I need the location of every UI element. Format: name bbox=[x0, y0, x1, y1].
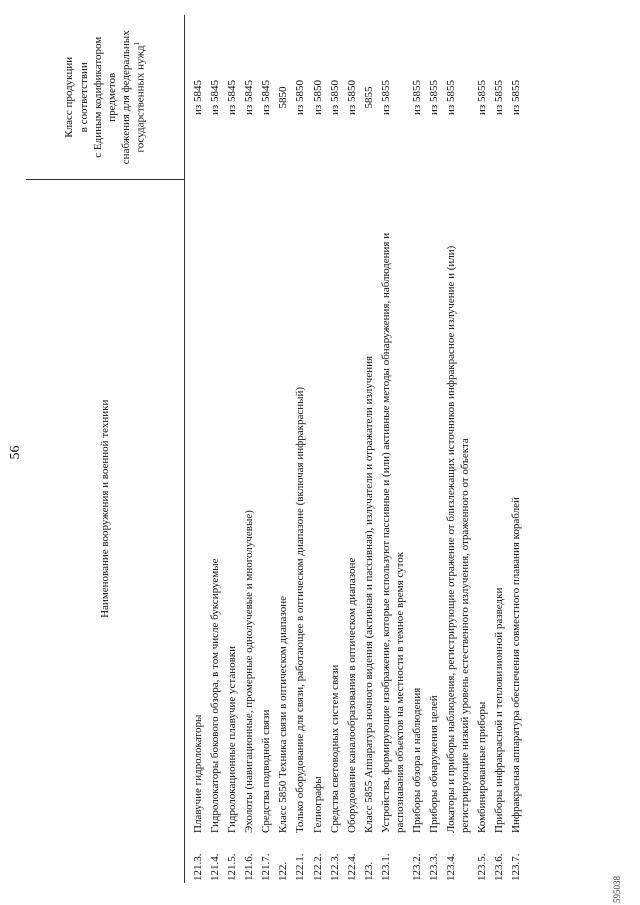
table-row bbox=[185, 15, 207, 883]
header-class bbox=[26, 15, 185, 180]
row-class: из 5845 bbox=[243, 80, 256, 115]
table-row bbox=[360, 15, 377, 883]
row-class: из 5855 bbox=[476, 80, 489, 115]
table-row bbox=[473, 15, 490, 883]
row-class: из 5850 bbox=[328, 80, 341, 115]
row-class: из 5850 bbox=[345, 80, 358, 115]
row-name: Локаторы и приборы наблюдения, регистрирующие отражение от близлежащих источников инфракрасное излучение и (или) регистрирующие низкий уровень естественного излучения, отраженного от объекта bbox=[445, 245, 472, 833]
row-name: Класс 5855 Аппаратура ночного видения (активная и пассивная), излучатели и отражатели излучения bbox=[362, 355, 375, 833]
header-code-cell bbox=[26, 837, 185, 883]
header-row bbox=[26, 15, 185, 883]
row-name: Эхолоты (навигационные, промерные однолучевые и многолучевые) bbox=[243, 510, 256, 833]
table-row bbox=[425, 15, 442, 883]
row-code: 122.1. bbox=[294, 853, 307, 881]
row-code: 122.4. bbox=[345, 853, 358, 881]
row-class: 5855 bbox=[362, 86, 375, 109]
row-name: Устройства, формирующие изображение, которые используют пассивные и (или) активные методы обнаружения, наблюдения и распознавания объектов на местности в темное время суток bbox=[379, 232, 406, 833]
table-row bbox=[326, 15, 343, 883]
row-class: из 5845 bbox=[209, 80, 222, 115]
row-name: Только оборудование для связи, работающее в оптическом диапазоне (включая инфракрасный) bbox=[294, 386, 307, 833]
page-number: 56 bbox=[8, 445, 23, 460]
table-row bbox=[309, 15, 326, 883]
row-code: 121.4. bbox=[209, 853, 222, 881]
row-name: Оборудование каналообразования в оптическом диапазоне bbox=[345, 557, 358, 833]
row-code: 123.3. bbox=[428, 853, 441, 881]
table-row bbox=[442, 15, 473, 883]
row-code: 123.6. bbox=[493, 853, 506, 881]
header-class-line: в соответствии bbox=[77, 62, 90, 133]
table-row bbox=[507, 15, 524, 883]
row-class: из 5855 bbox=[428, 80, 441, 115]
header-name: Наименование вооружения и военной техники bbox=[26, 180, 185, 837]
table-row bbox=[257, 15, 274, 883]
row-name: Класс 5850 Техника связи в оптическом диапазоне bbox=[277, 596, 290, 833]
row-name: Приборы инфракрасной и тепловизионной разведки bbox=[493, 587, 506, 833]
row-name: Гидролокаторы бокового обзора, в том числе буксируемые bbox=[209, 558, 222, 833]
header-class-line: Класс продукции bbox=[63, 56, 76, 138]
row-code: 121.6. bbox=[243, 853, 256, 881]
row-code: 121.7. bbox=[260, 853, 273, 881]
row-code: 122.3. bbox=[328, 853, 341, 881]
header-class-line: снабжения для федеральных bbox=[119, 30, 132, 165]
row-name: Гелиографы bbox=[311, 776, 324, 833]
row-name: Средства подводной связи bbox=[260, 709, 273, 833]
footnote-mark: 1 bbox=[132, 41, 141, 46]
table-row bbox=[274, 15, 291, 883]
row-class: из 5845 bbox=[260, 80, 273, 115]
row-name: Средства световодных систем связи bbox=[328, 664, 341, 833]
header-class-line: государственных нужд bbox=[134, 45, 147, 153]
table-row bbox=[490, 15, 507, 883]
row-class: из 5855 bbox=[493, 80, 506, 115]
row-code: 123.5. bbox=[476, 853, 489, 881]
row-code: 122.2. bbox=[311, 853, 324, 881]
table-row bbox=[377, 15, 408, 883]
table-row bbox=[223, 15, 240, 883]
table-row bbox=[240, 15, 257, 883]
row-name: Плавучие гидролокаторы bbox=[192, 714, 204, 833]
table-row bbox=[206, 15, 223, 883]
table-row bbox=[343, 15, 360, 883]
row-code: 122. bbox=[277, 861, 290, 881]
row-name: Приборы обнаружения целей bbox=[428, 695, 441, 833]
row-code: 121.3. bbox=[192, 853, 204, 881]
row-code: 123.2. bbox=[411, 853, 424, 881]
row-name: Комбинированные приборы bbox=[476, 701, 489, 833]
classification-table bbox=[26, 15, 525, 883]
row-name: Инфракрасная аппаратура обеспечения совместного плавания кораблей bbox=[510, 497, 523, 833]
row-class: из 5850 bbox=[294, 80, 307, 115]
document-id: 595038 bbox=[612, 876, 622, 903]
row-class: 5850 bbox=[277, 86, 290, 109]
header-class-line: с Единым кодификатором предметов bbox=[91, 36, 118, 158]
row-name: Приборы обзора и наблюдения bbox=[411, 687, 424, 833]
table-header bbox=[26, 15, 185, 883]
row-class: из 5845 bbox=[226, 80, 239, 115]
table-row bbox=[408, 15, 425, 883]
row-class: из 5855 bbox=[411, 80, 424, 115]
table-body bbox=[185, 15, 525, 883]
row-code: 121.5. bbox=[226, 853, 239, 881]
row-code: 123.1. bbox=[379, 853, 392, 881]
row-code: 123.4. bbox=[445, 853, 458, 881]
row-class: из 5855 bbox=[510, 80, 523, 115]
row-class: из 5845 bbox=[192, 80, 204, 115]
row-class: из 5850 bbox=[311, 80, 324, 115]
table-row bbox=[291, 15, 308, 883]
row-name: Гидролокационные плавучие установки bbox=[226, 645, 239, 833]
row-class: из 5855 bbox=[379, 80, 392, 115]
row-class: из 5855 bbox=[445, 80, 458, 115]
row-code: 123. bbox=[362, 861, 375, 881]
row-code: 123.7. bbox=[510, 853, 523, 881]
